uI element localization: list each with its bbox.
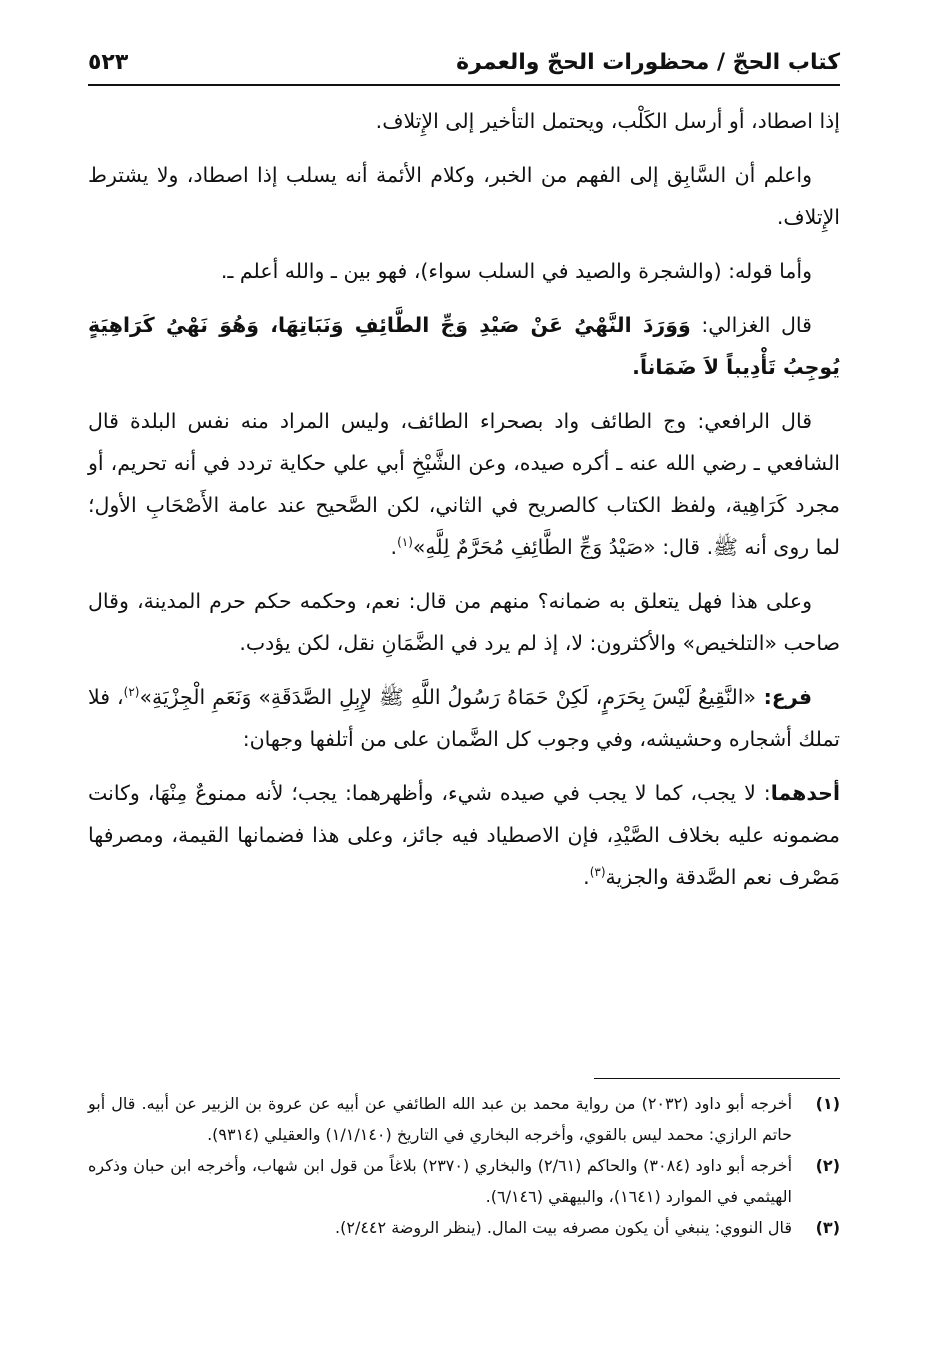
paragraph-2: واعلم أن السَّابِق إلى الفهم من الخبر، وكلام الأئمة أنه يسلب إذا اصطاد، ولا يشترط الإِتلاف.: [88, 163, 840, 229]
paragraph-8: [88, 772, 840, 898]
paragraph-8-text: : لا يجب، كما لا يجب في صيده شيء، وأظهرهما: يجب؛ لأنه ممنوعٌ مِنْهَا، وكانت مضمونه عليه بخلاف الصَّيْدِ، فإن الاصطياد فيه جائز، وعلى هذا فضمانها القيمة، ومصرفها مَصْرف نعم الصَّدقة والجزية: [88, 781, 840, 889]
paragraph-4: [88, 304, 840, 388]
page-number: ٥٢٣: [88, 49, 129, 75]
paragraph-7-end: ، فلا تملك أشجاره وحشيشه، وفي وجوب كل الضَّمان على من أتلفها وجهان:: [88, 685, 840, 751]
footnote-ref-3: (٣): [589, 865, 606, 880]
paragraph-3: وأما قوله: (والشجرة والصيد في السلب سواء)، فهو بين ـ والله أعلم ـ.: [220, 259, 812, 283]
footnote-text: أخرجه أبو داود (٣٠٨٤) والحاكم (٢/٦١) والبخاري (٢٣٧٠) بلاغاً من قول ابن شهاب، وأخرجه ابن حبان وذكره الهيثمي في الموارد (١٦٤١)، والبيهقي (٦/١٤٦).: [88, 1156, 793, 1206]
paragraph-5-end: .: [390, 535, 398, 559]
paragraph-8-end: .: [583, 865, 590, 889]
footnotes: [88, 1088, 840, 1243]
running-header: [88, 40, 840, 86]
footnote-ref-1: (١): [397, 535, 413, 550]
paragraph-5: [88, 400, 840, 568]
footnote-ref-2: (٢): [123, 685, 140, 700]
ghazali-quote: وَوَرَدَ النَّهْيُ عَنْ صَيْدِ وَجِّ الطَّائِفِ وَنَبَاتِهَا، وَهُوَ نَهْيُ كَرَاهِيَةٍ يُوجِبُ تَأْدِيباً لاَ ضَمَاناً.: [88, 313, 840, 379]
footnote-text: أخرجه أبو داود (٢٠٣٢) من رواية محمد بن عبد الله الطائفي عن أبيه عن عروة بن الزبير عن أبيه. قال أبو حاتم الرازي: محمد ليس بالقوي، وأخرجه البخاري في التاريخ (١/١/١٤٠) والعقيلي (٩٣١٤).: [88, 1094, 793, 1144]
paragraph-8-lead: أحدهما: [770, 781, 840, 805]
paragraph-4-lead: قال الغزالي:: [690, 313, 812, 337]
paragraph-6: وعلى هذا فهل يتعلق به ضمانه؟ منهم من قال: نعم، وحكمه حكم حرم المدينة، وقال صاحب «التلخيص» والأكثرون: لا، إذ لم يرد في الضَّمَانِ نقل، لكن يؤدب.: [88, 589, 840, 655]
footnote-number: (١): [815, 1094, 840, 1113]
footnote-separator: [594, 1078, 840, 1079]
footnote-number: (٣): [815, 1218, 840, 1237]
footnote-text: قال النووي: ينبغي أن يكون مصرفه بيت المال. (ينظر الروضة ٢/٤٤٢).: [335, 1218, 792, 1237]
footnote-2: [88, 1150, 840, 1212]
footnote-1: [88, 1088, 840, 1150]
paragraph-7-lead: فرع:: [756, 685, 812, 709]
paragraph-5-text: قال الرافعي: وج الطائف واد بصحراء الطائف، وليس المراد منه نفس البلدة قال الشافعي ـ رضي الله عنه ـ أكره صيده، وعن الشَّيْخِ أبي علي حكاية تردد في أنه تحريم، أو مجرد كَرَاهِية، ولفظ الكتاب كالصريح في الثاني، لكن الصَّحيح عند عامة الأَصْحَابِ الأول؛ لما روى أنه ﷺ. قال: «صَيْدُ وَجِّ الطَّائِفِ مُحَرَّمٌ لِلَّهِ»: [88, 409, 840, 559]
footnote-number: (٢): [815, 1156, 840, 1175]
header-title: كتاب الحجّ / محظورات الحجّ والعمرة: [456, 49, 840, 75]
main-text: [88, 100, 840, 910]
naqi-hadith: «النَّقِيعُ لَيْسَ بِحَرَمٍ، لَكِنْ حَمَاهُ رَسُولُ اللَّهِ ﷺ لإِبِلِ الصَّدَقَةِ» وَنَعَمِ الْجِزْيَةِ»: [139, 685, 756, 709]
paragraph-7: [88, 676, 840, 760]
paragraph-1: إذا اصطاد، أو أرسل الكَلْب، ويحتمل التأخير إلى الإِتلاف.: [375, 109, 840, 133]
footnote-3: [88, 1212, 840, 1243]
